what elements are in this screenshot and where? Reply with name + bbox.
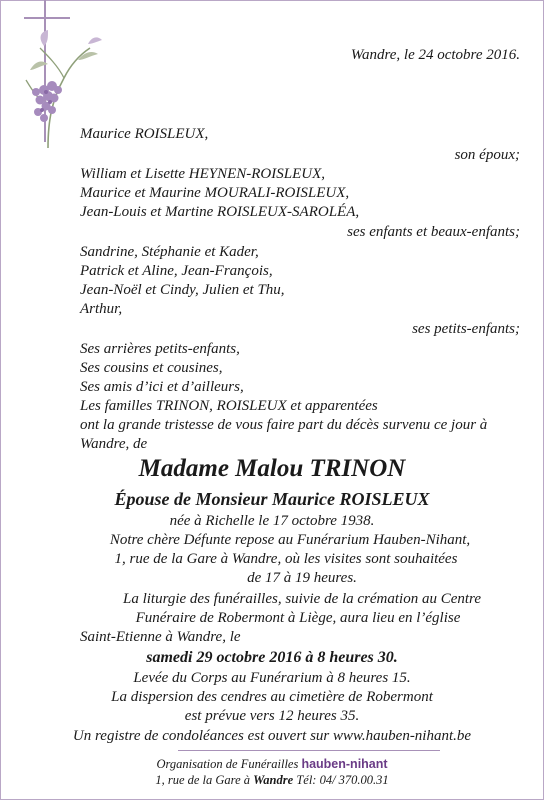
- address-phone: Tél: 04/ 370.00.31: [296, 773, 389, 787]
- deceased-name: Madame Malou TRINON: [138, 455, 406, 482]
- liturgy-line: Funéraire de Robermont à Liège, aura lieu en l’église: [135, 610, 461, 626]
- repose-line: de 17 à 19 heures.: [247, 570, 357, 586]
- address-prefix: 1, rue de la Gare à: [155, 773, 250, 787]
- child-line: Maurice et Maurine MOURALI-ROISLEUX,: [80, 185, 350, 201]
- organisation-line: [0, 757, 544, 772]
- address-line: [0, 773, 544, 788]
- liturgy-line: Saint-Etienne à Wandre, le: [80, 629, 241, 645]
- announcement-line: ont la grande tristesse de vous faire part du décès survenu ce jour à: [80, 417, 488, 433]
- children-role: ses enfants et beaux-enfants;: [347, 224, 520, 240]
- grandchild-line: Sandrine, Stéphanie et Kader,: [80, 244, 259, 260]
- cross-icon-bar: [24, 17, 70, 19]
- spouse-line: Épouse de Monsieur Maurice ROISLEUX: [114, 489, 430, 509]
- brand-name: hauben-nihant: [301, 757, 388, 771]
- organisation-prefix: Organisation de Funérailles: [156, 757, 299, 771]
- after-line: La dispersion des cendres au cimetière de Robermont: [111, 689, 433, 705]
- child-line: William et Lisette HEYNEN-ROISLEUX,: [80, 166, 325, 182]
- husband-name: Maurice ROISLEUX,: [80, 126, 209, 142]
- funeral-date: samedi 29 octobre 2016 à 8 heures 30.: [146, 649, 398, 666]
- repose-line: Notre chère Défunte repose au Funérarium Hauben-Nihant,: [109, 532, 471, 548]
- liturgy-line: La liturgie des funérailles, suivie de la crémation au Centre: [122, 591, 481, 607]
- grandchild-line: Patrick et Aline, Jean-François,: [80, 263, 273, 279]
- repose-line: 1, rue de la Gare à Wandre, où les visites sont souhaitées: [114, 551, 458, 567]
- husband-role: son époux;: [454, 147, 520, 163]
- other-family-line: Ses arrières petits-enfants,: [80, 341, 240, 357]
- after-line: est prévue vers 12 heures 35.: [184, 708, 360, 724]
- child-line: Jean-Louis et Martine ROISLEUX-SAROLÉA,: [80, 204, 360, 220]
- other-family-line: Ses amis d’ici et d’ailleurs,: [80, 379, 244, 395]
- grandchild-line: Jean-Noël et Cindy, Julien et Thu,: [80, 282, 285, 298]
- announcement-line: Wandre, de: [80, 436, 148, 452]
- other-family-line: Les familles TRINON, ROISLEUX et apparentées: [80, 398, 378, 414]
- grandchildren-role: ses petits-enfants;: [412, 321, 520, 337]
- other-family-line: Ses cousins et cousines,: [80, 360, 223, 376]
- footer-divider: [178, 750, 440, 751]
- condolences-line: Un registre de condoléances est ouvert sur www.hauben-nihant.be: [72, 728, 472, 744]
- place-date: Wandre, le 24 octobre 2016.: [350, 47, 520, 63]
- birth-line: née à Richelle le 17 octobre 1938.: [169, 513, 375, 529]
- after-line: Levée du Corps au Funérarium à 8 heures 15.: [133, 670, 411, 686]
- grandchild-line: Arthur,: [80, 301, 123, 317]
- address-town: Wandre: [253, 773, 294, 787]
